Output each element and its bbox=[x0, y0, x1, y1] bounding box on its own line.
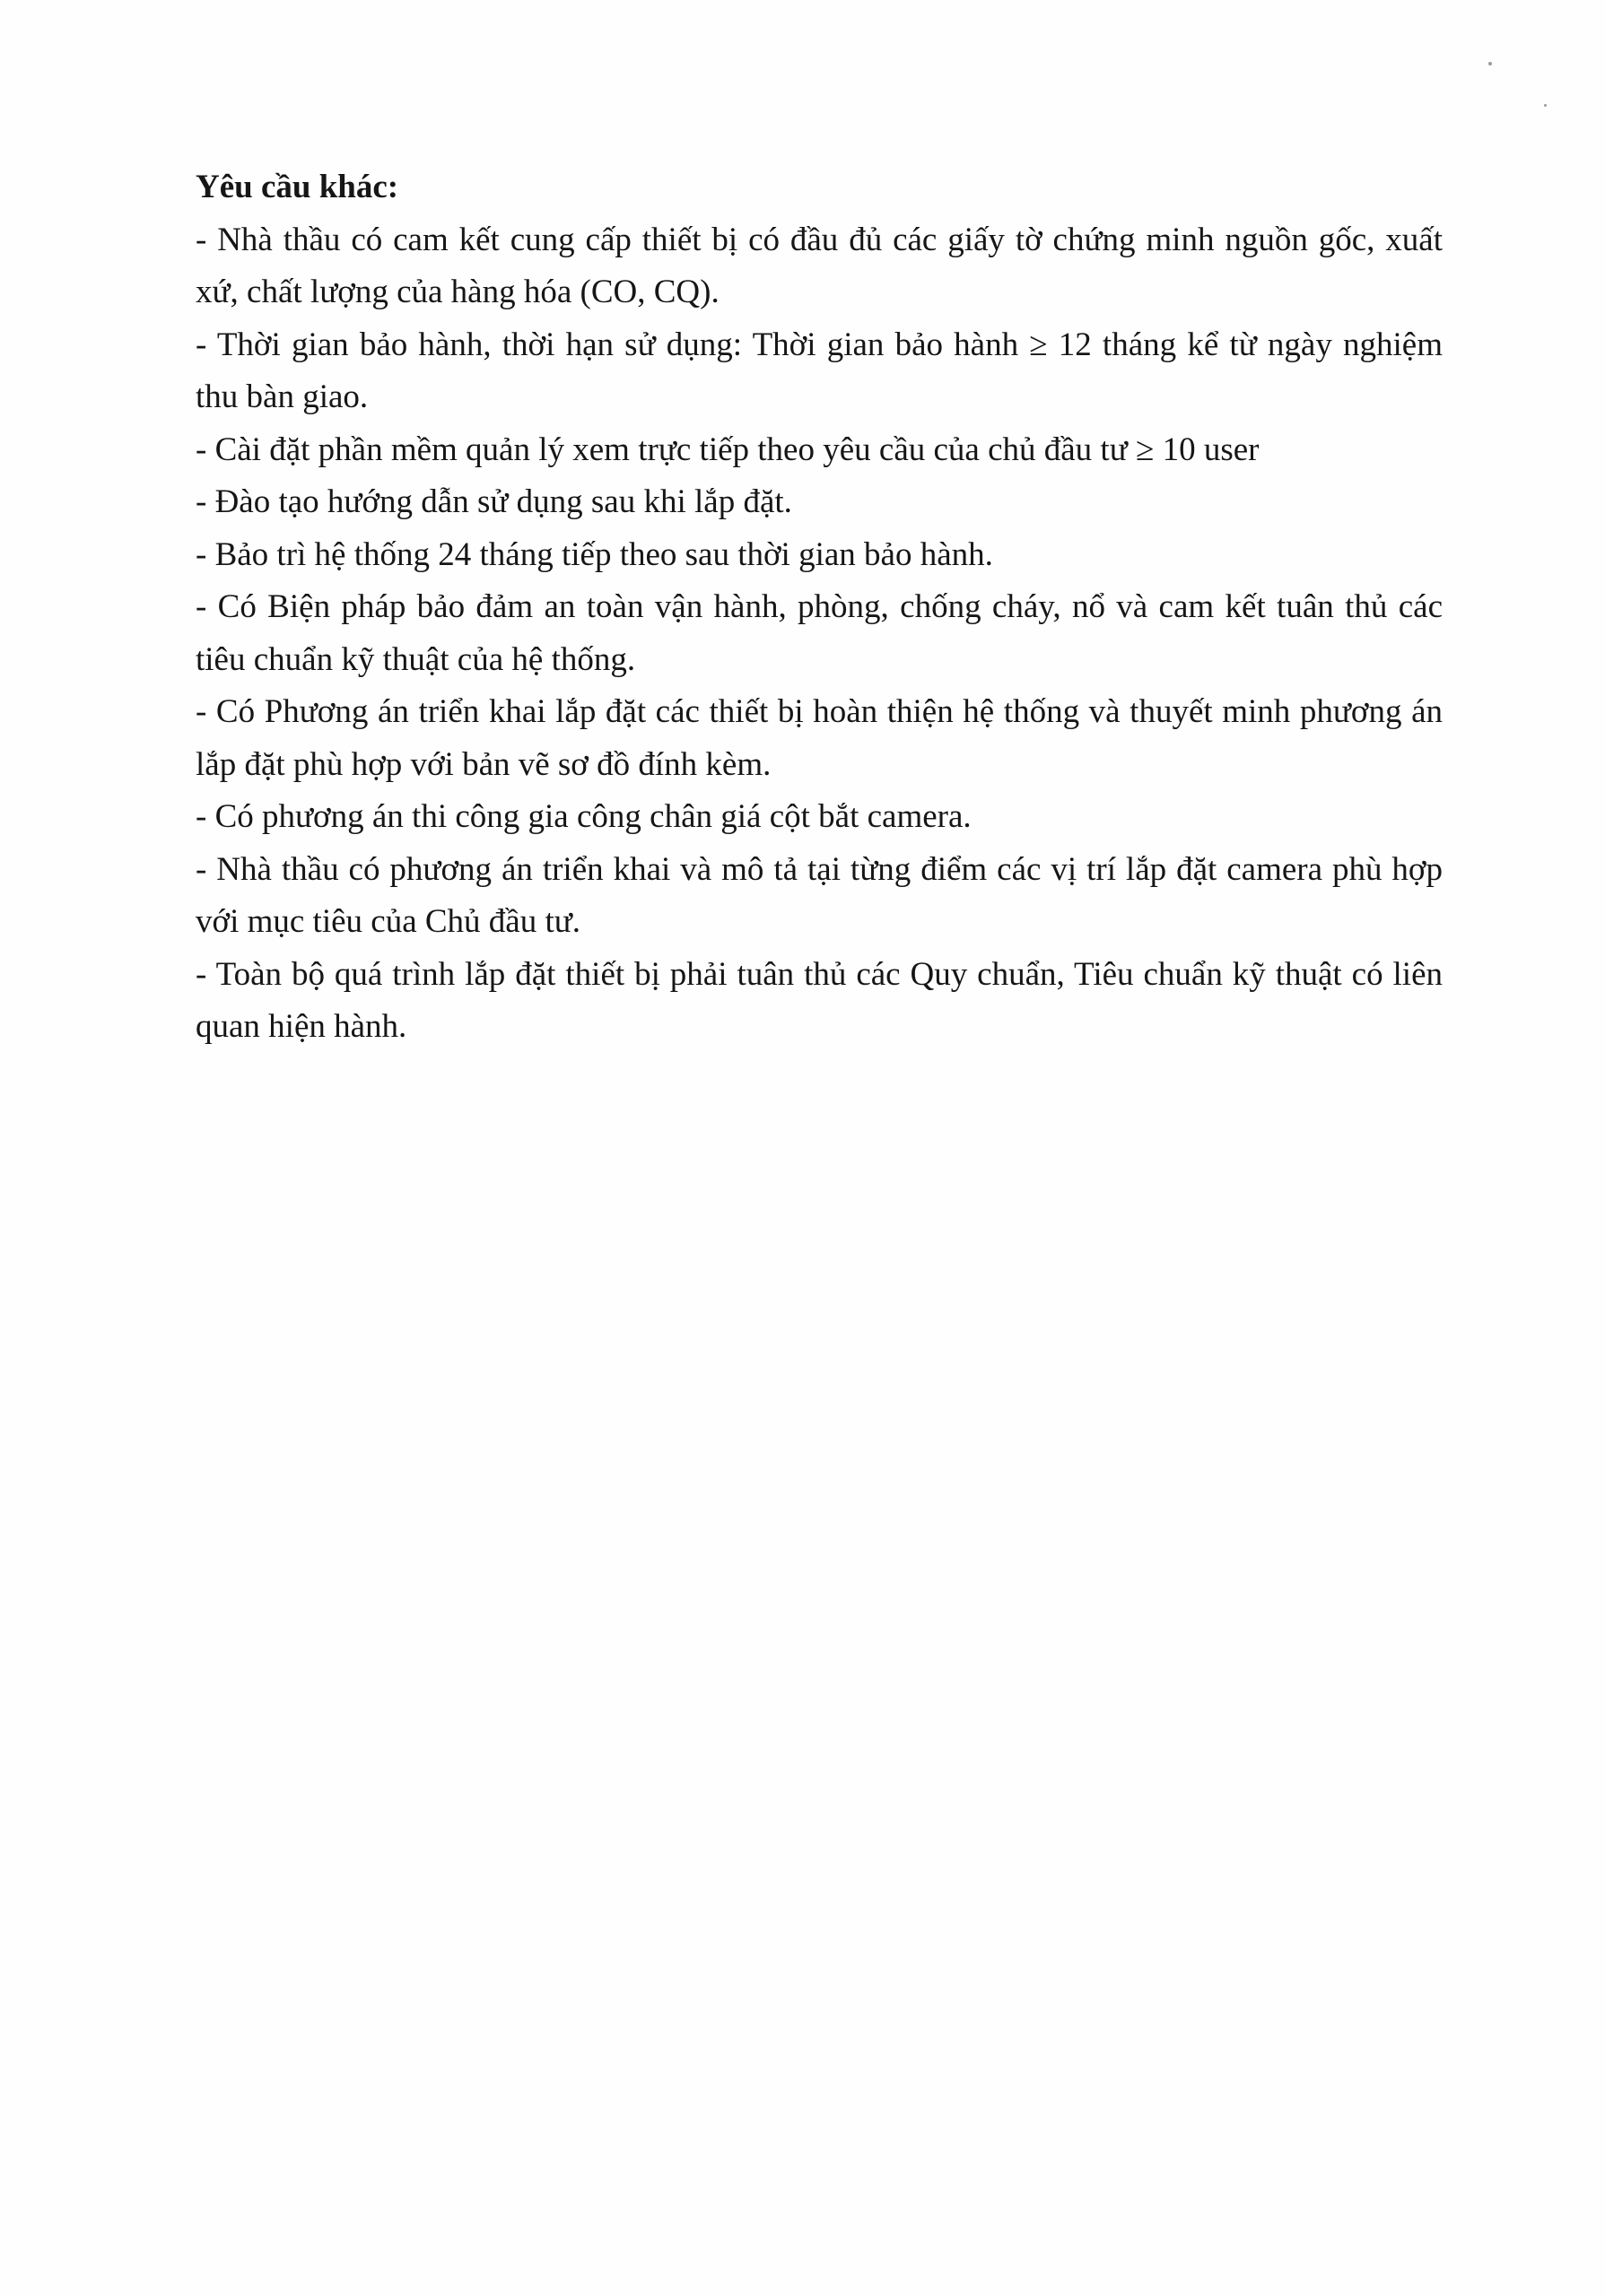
section-heading: Yêu cầu khác: bbox=[196, 169, 399, 205]
requirement-paragraph: - Thời gian bảo hành, thời hạn sử dụng: Thời gian bảo hành ≥ 12 tháng kể từ ngày nghiệm thu bàn giao. bbox=[196, 326, 1443, 415]
requirement-paragraph: - Có Phương án triển khai lắp đặt các thiết bị hoàn thiện hệ thống và thuyết minh phương án lắp đặt phù hợp với bản vẽ sơ đồ đính kèm. bbox=[196, 693, 1443, 783]
scan-speck bbox=[1488, 62, 1492, 65]
requirement-paragraph: - Bảo trì hệ thống 24 tháng tiếp theo sau thời gian bảo hành. bbox=[196, 535, 993, 573]
requirement-paragraph: - Cài đặt phần mềm quản lý xem trực tiếp theo yêu cầu của chủ đầu tư ≥ 10 user bbox=[196, 430, 1260, 468]
document-body bbox=[196, 161, 1443, 1054]
requirement-paragraph: - Nhà thầu có phương án triển khai và mô tả tại từng điểm các vị trí lắp đặt camera phù hợp với mục tiêu của Chủ đầu tư. bbox=[196, 850, 1443, 940]
requirement-paragraph: - Có Biện pháp bảo đảm an toàn vận hành, phòng, chống cháy, nổ và cam kết tuân thủ các tiêu chuẩn kỹ thuật của hệ thống. bbox=[196, 588, 1443, 678]
requirement-paragraph: - Toàn bộ quá trình lắp đặt thiết bị phải tuân thủ các Quy chuẩn, Tiêu chuẩn kỹ thuật có liên quan hiện hành. bbox=[196, 955, 1443, 1045]
scan-speck bbox=[1544, 104, 1547, 107]
requirement-paragraph: - Nhà thầu có cam kết cung cấp thiết bị có đầu đủ các giấy tờ chứng minh nguồn gốc, xuất xứ, chất lượng của hàng hóa (CO, CQ). bbox=[196, 221, 1443, 310]
requirement-paragraph: - Có phương án thi công gia công chân giá cột bắt camera. bbox=[196, 798, 972, 835]
requirement-paragraph: - Đào tạo hướng dẫn sử dụng sau khi lắp đặt. bbox=[196, 483, 792, 520]
